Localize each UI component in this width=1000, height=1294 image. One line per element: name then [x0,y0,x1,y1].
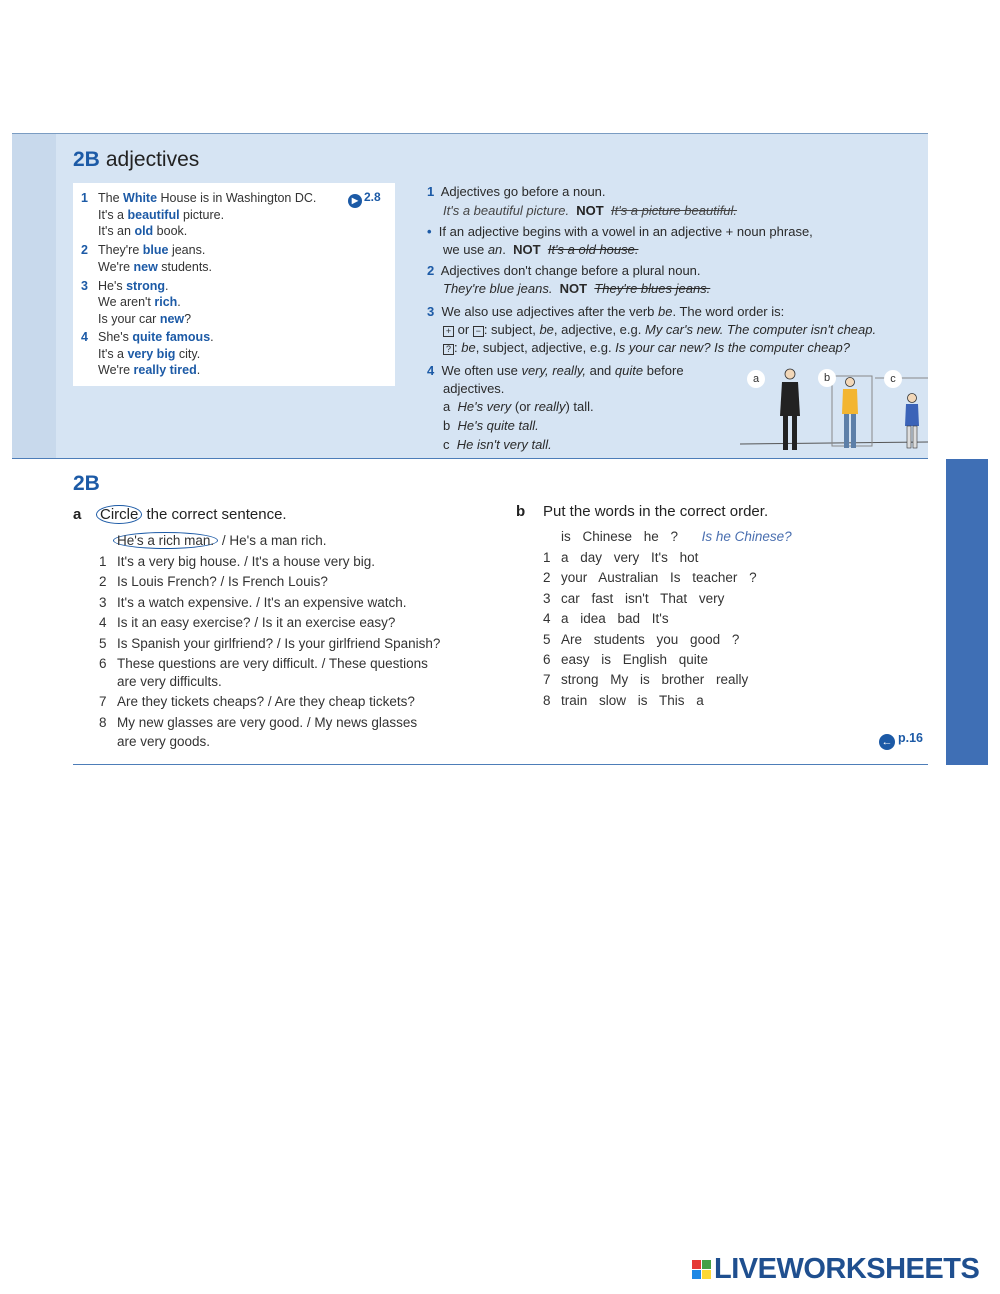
top-divider [12,133,928,134]
example-text: It's a [98,347,128,361]
item-text: Are they tickets cheaps? / Are they cheap tickets? [117,694,415,709]
highlighted-adjective: new [159,312,185,326]
rule-1-example: It's a beautiful picture. NOT It's a picture beautiful. [443,203,738,218]
item-number: 5 [99,636,107,651]
exercise-item[interactable] [99,715,417,730]
item-number: 8 [99,715,107,730]
item-text: These questions are very difficult. / These questions [117,656,428,671]
rule-3: 3 We also use adjectives after the verb be. The word order is: [427,304,785,319]
word-order-item[interactable] [543,550,698,565]
item-number: 4 [99,615,107,630]
highlighted-adjective: White [123,191,158,205]
bottom-divider [73,764,928,765]
logo-mark-icon [692,1260,711,1279]
rule-4-cont: adjectives. [443,381,505,396]
audio-track[interactable] [348,190,381,208]
item-number: 2 [543,570,551,586]
example-text: Is your car [98,312,160,326]
example-text: . [177,295,181,309]
word-order-item[interactable] [543,591,724,606]
example-line [81,347,200,361]
exercise-item[interactable] [99,694,415,709]
exercise-title [73,472,100,496]
panel-side-bar [12,133,56,459]
example-answer: Is he Chinese? [701,529,792,544]
rule-4: 4 We often use very, really, and quite before [427,363,684,378]
rule-1: 1 Adjectives go before a noun. [427,184,606,199]
example-number: 3 [81,279,88,293]
exercise-item[interactable] [99,734,210,749]
speaker-icon[interactable]: ▶ [348,194,362,208]
example-text: We're [98,260,134,274]
item-text: It's a watch expensive. / It's an expensive watch. [117,595,407,610]
example-text: . [164,279,169,293]
page-side-bar [946,459,988,765]
example-text: . [196,363,201,377]
exercise-item[interactable] [99,574,328,589]
rule-4-c: c He isn't very tall. [443,437,552,452]
scrambled-words: a idea bad It's [561,611,669,627]
height-illustration [740,364,930,456]
item-number: 3 [543,590,551,606]
example-text: city. [175,347,201,361]
part-b-instruction: Put the words in the correct order. [543,503,769,520]
word-order-item[interactable] [543,570,757,585]
item-text: are very goods. [117,734,211,749]
grammar-section-code: 2B [73,148,100,171]
illus-label-a: a [747,370,765,388]
item-number: 7 [99,694,107,709]
example-text: ? [184,312,192,326]
rule-4-b: b He's quite tall. [443,418,539,433]
rule-bullet-example: we use an. NOT It's a old house. [443,242,639,257]
example-line [81,191,316,205]
highlighted-adjective: beautiful [127,208,180,222]
grammar-title [73,148,199,172]
exercise-item[interactable] [99,636,440,651]
word-order-item[interactable] [543,632,739,647]
rule-2: 2 Adjectives don't change before a plural noun. [427,263,701,278]
item-number: 4 [543,611,551,627]
example-text: jeans. [168,243,206,257]
item-number: 3 [99,595,107,610]
highlighted-adjective: very big [127,347,176,361]
illus-label-b: b [818,369,836,387]
scrambled-words: easy is English quite [561,652,709,667]
exercise-item[interactable] [99,554,375,569]
example-line [81,208,224,222]
example-number: 2 [81,243,88,257]
logo-text: LIVEWORKSHEETS [714,1252,980,1285]
part-a-example: He's a rich man. / He's a man rich. [117,533,327,548]
item-text: Is it an easy exercise? / Is it an exercise easy? [117,615,396,630]
word-order-item[interactable] [543,693,704,708]
example-line [81,224,187,238]
plus-icon: + [443,326,454,337]
exercise-item[interactable] [99,674,222,689]
scrambled-words: Are students you good ? [561,631,740,647]
example-text: It's a [98,208,128,222]
item-number: 6 [543,652,551,667]
scrambled-words: car fast isn't That very [561,590,725,606]
example-text: . [210,330,214,344]
part-a-instruction: Circle the correct sentence. [100,506,287,523]
example-text: We aren't [98,295,155,309]
example-line [81,243,205,257]
circled-answer[interactable]: He's a rich man. [113,532,218,549]
rule-2-example: They're blue jeans. NOT They're blues jeans. [443,281,711,296]
example-text: The [98,191,124,205]
audio-track-number: 2.8 [364,190,381,204]
word-order-item[interactable] [543,652,708,667]
highlighted-adjective: old [134,224,154,238]
scrambled-words: your Australian Is teacher ? [561,570,757,586]
item-number: 6 [99,656,107,671]
exercise-section-code: 2B [73,472,100,495]
item-text: are very difficults. [117,674,222,689]
exercise-item[interactable] [99,656,428,671]
example-line [81,363,200,377]
item-number: 1 [99,554,107,569]
example-line [81,279,168,293]
item-number: 5 [543,631,551,647]
word-order-item[interactable] [543,611,669,626]
item-text: My new glasses are very good. / My news glasses [117,715,418,730]
highlighted-adjective: strong [126,279,165,293]
item-number: 2 [99,574,107,589]
item-text: Is Spanish your girlfriend? / Is your girlfriend Spanish? [117,636,441,651]
scrambled-words: strong My is brother really [561,672,749,688]
grammar-topic: adjectives [105,148,200,171]
liveworksheets-logo [692,1252,979,1286]
item-text: Is Louis French? / Is French Louis? [117,574,328,589]
highlighted-adjective: really tired [133,363,197,377]
scrambled-words: a day very It's hot [561,550,699,565]
highlighted-adjective: new [133,260,158,274]
example-text: It's an [98,224,135,238]
example-text: She's [98,330,133,344]
example-text: book. [153,224,188,238]
highlighted-adjective: blue [142,243,169,257]
exercise-item[interactable] [99,595,407,610]
exercise-item[interactable] [99,615,395,630]
example-text: He's [98,279,127,293]
part-b-label: b [516,503,526,520]
item-text: It's a very big house. / It's a house very big. [117,554,376,569]
example-text: They're [98,243,143,257]
minus-icon: − [473,326,484,337]
panel-divider [12,458,928,459]
example-number: 4 [81,330,88,344]
rule-3-question: ? : be, subject, adjective, e.g. Is your car new? Is the computer cheap? [443,340,850,355]
highlighted-adjective: quite famous [132,330,211,344]
example-line [81,330,214,344]
arrow-left-icon: ← [879,734,895,750]
example-text: picture. [179,208,225,222]
example-line [81,312,191,326]
example-line [81,260,212,274]
illus-label-c: c [884,370,902,388]
example-number: 1 [81,191,88,205]
page-reference-link[interactable]: ← p.16 [879,731,923,750]
example-text: House is in Washington DC. [157,191,317,205]
item-number: 8 [543,692,551,708]
part-a-label: a [73,506,82,523]
rule-bullet: • If an adjective begins with a vowel in an adjective + noun phrase, [427,224,813,239]
example-text: We're [98,363,134,377]
rule-4-a: a He's very (or really) tall. [443,399,594,414]
item-number: 7 [543,672,551,688]
part-b-example: is Chinese he ? Is he Chinese? [561,529,792,544]
rule-3-positive-negative: + or − : subject, be, adjective, e.g. My car's new. The computer isn't cheap. [443,322,876,337]
example-text: students. [157,260,213,274]
question-icon: ? [443,344,454,355]
scrambled-words: train slow is This a [561,692,704,708]
word-order-item[interactable] [543,672,748,687]
highlighted-adjective: rich [154,295,178,309]
item-number: 1 [543,550,551,565]
example-line [81,295,181,309]
